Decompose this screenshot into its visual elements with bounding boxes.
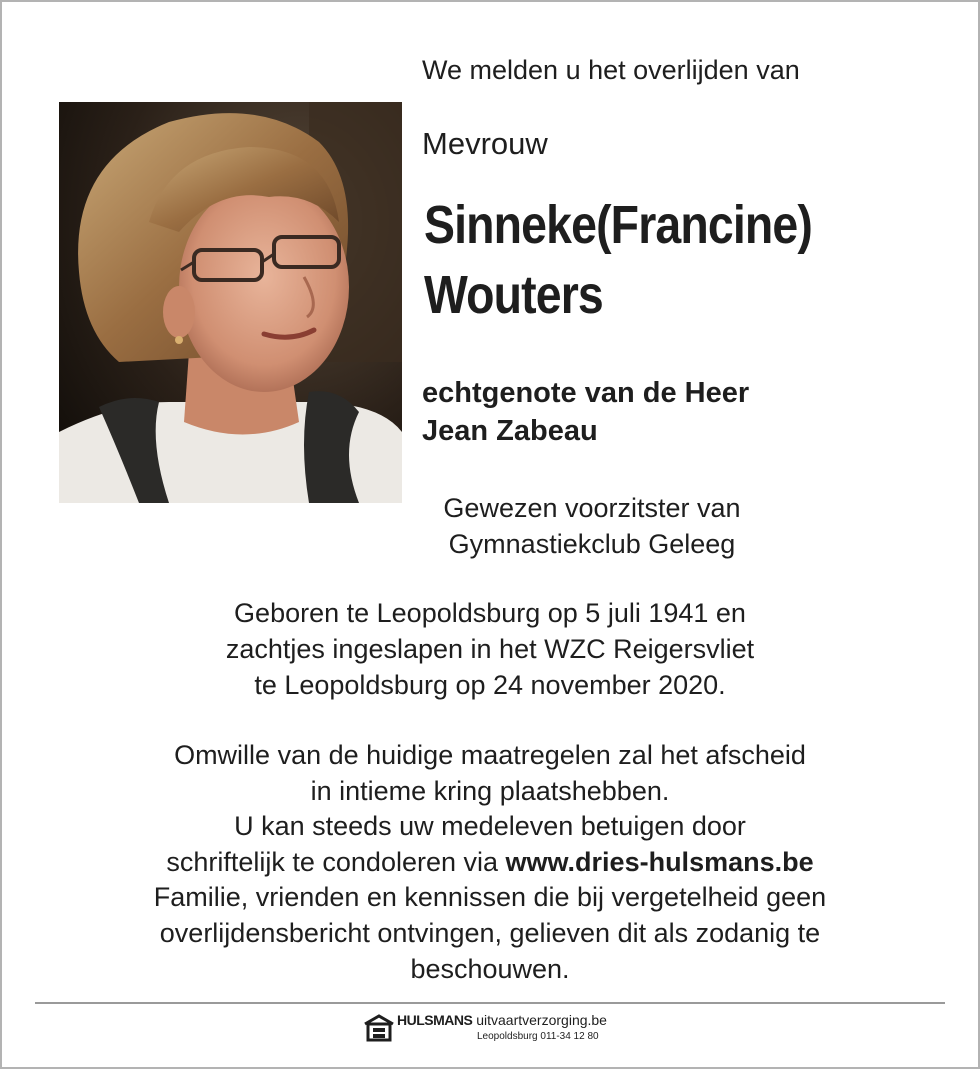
condolence-website-link[interactable]: www.dries-hulsmans.be — [505, 846, 814, 877]
role-line-2: Gymnastiekclub Geleeg — [448, 529, 736, 559]
deceased-name-last: Wouters — [424, 265, 603, 325]
message-line-4-text: schriftelijk te condoleren via — [166, 846, 499, 877]
spouse-line-2: Jean Zabeau — [422, 415, 598, 447]
spouse-info — [422, 374, 749, 450]
birth-death-dates — [0, 595, 980, 703]
dates-line-1: Geboren te Leopoldsburg op 5 juli 1941 en — [234, 598, 746, 628]
spouse-line-1: echtgenote van de Heer — [422, 377, 750, 409]
honorific-title: Mevrouw — [422, 126, 548, 161]
brand-website: uitvaartverzorging.be — [476, 1012, 607, 1028]
deceased-name — [424, 190, 812, 330]
message-line-5: Familie, vrienden en kennissen die bij vergetelheid geen — [153, 882, 827, 913]
message-line-1: Omwille van de huidige maatregelen zal het afscheid — [174, 740, 806, 770]
message-line-6: overlijdensbericht ontvingen, gelieven dit als zodanig te — [159, 917, 821, 948]
dates-line-3: te Leopoldsburg op 24 november 2020. — [254, 670, 726, 700]
message-line-4 — [0, 845, 980, 881]
role-info — [422, 490, 762, 562]
brand-address: Leopoldsburg 011-34 12 80 — [477, 1031, 599, 1042]
brand-name: HULSMANS — [397, 1012, 473, 1028]
announcement-intro: We melden u het overlijden van — [422, 55, 800, 85]
role-line-1: Gewezen voorzitster van — [443, 493, 741, 523]
funeral-message — [0, 738, 980, 987]
message-line-7: beschouwen. — [410, 953, 570, 984]
dates-line-2: zachtjes ingeslapen in het WZC Reigersvliet — [225, 634, 755, 664]
message-line-2: in intieme kring plaatshebben. — [310, 775, 670, 806]
hulsmans-logo-icon — [363, 1012, 395, 1042]
brand-line — [397, 1012, 607, 1028]
portrait-photo — [59, 102, 402, 503]
deceased-name-first: Sinneke(Francine) — [424, 195, 812, 255]
message-line-3: U kan steeds uw medeleven betuigen door — [234, 811, 746, 842]
footer-divider — [35, 1002, 945, 1004]
